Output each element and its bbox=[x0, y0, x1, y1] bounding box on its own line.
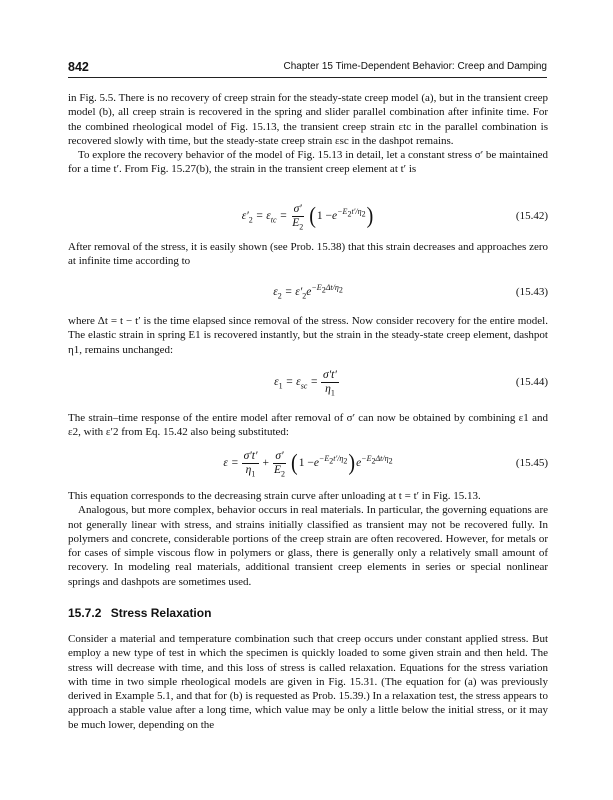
paragraph-1 bbox=[68, 91, 548, 177]
paragraph-4-text: where Δt = t − t′ is the time elapsed since removal of the stress. Now consider recovery for the entire model. The elastic strain in spring E1 is recovered instantly, but the strain in the steady-state creep element, dashpot η1, remains unchanged: bbox=[68, 315, 548, 356]
paragraph-6-text: This equation corresponds to the decreasing strain curve after unloading at t = t′ in Fig. 15.13. bbox=[68, 490, 481, 502]
equation-number: (15.42) bbox=[515, 210, 548, 222]
paragraph-1-text: in Fig. 5.5. There is no recovery of creep strain for the steady-state creep model (a), but in the transient creep model (b), all creep strain is recovered in the spring and slider parallel combination after infinite time. For the combined rheological model of Fig. 15.13, the transient creep strain εtc in the parallel combination is recovered slowly with time, but the steady-state creep strain εsc in the dashpot remains. bbox=[68, 92, 548, 147]
equation-number: (15.43) bbox=[515, 286, 548, 298]
header-rule bbox=[68, 77, 547, 78]
equation-15-42: $\varepsilon'_2 = \varepsilon_{tc}$ = $\frac{\sigma'}{E_2}$ ( 1 − $e^{-E_2t'/\eta_2}$ ) (15.42) bbox=[241, 202, 548, 231]
page-header bbox=[68, 60, 547, 76]
equation-number: (15.45) bbox=[515, 457, 548, 469]
paragraph-3 bbox=[68, 240, 548, 269]
paragraph-5 bbox=[68, 411, 548, 440]
paragraph-2-text: To explore the recovery behavior of the model of Fig. 15.13 in detail, let a constant stress σ′ be maintained for a time t′. From Fig. 15.27(b), the strain in the transient creep element at t′ is bbox=[68, 149, 548, 176]
paragraph-4 bbox=[68, 314, 548, 357]
section-title: Stress Relaxation bbox=[110, 606, 212, 620]
equation-15-43: $\varepsilon_2 = \varepsilon'_2e^{-E_2\Delta t/\eta_2}$ (15.43) bbox=[273, 283, 548, 301]
paragraph-5-text: The strain–time response of the entire model after removal of σ′ can now be obtained by combining ε1 and ε2, with ε′2 from Eq. 15.42 also being substituted: bbox=[68, 412, 548, 439]
paragraph-8-text: Consider a material and temperature combination such that creep occurs under constant applied stress. But employ a new type of test in which the specimen is quickly loaded to some given strain and then held. The stress will decrease with time, and this loss of stress is called relaxation. Equations for the stress variation with time in two simple rheological models are given in Fig. 15.31. (The equation for (a) was previously derived in Example 5.1, and that for (b) is requested as Prob. 15.39.) In a relaxation test, the stress appears to approach a stable value after a long time, which value may be only a little below the initial stress, or it may be much lower, depending on the bbox=[68, 633, 548, 731]
running-head: Chapter 15 Time-Dependent Behavior: Creep and Damping bbox=[283, 61, 547, 72]
paragraph-3-text: After removal of the stress, it is easily shown (see Prob. 15.38) that this strain decreases and approaches zero at infinite time according to bbox=[68, 241, 548, 268]
section-number: 15.7.2 bbox=[68, 606, 102, 620]
page-number: 842 bbox=[68, 60, 89, 74]
equation-15-45: ε = $\frac{\sigma't'}{\eta_1}$ + $\frac{\sigma'}{E_2}$ ( 1 − $e^{-E_2t'/\eta_2}$ ) $e^{-E_2\Delta t/\eta_2}$ (15.45) bbox=[223, 449, 548, 478]
paragraph-8 bbox=[68, 632, 548, 732]
paragraph-7-text: Analogous, but more complex, behavior occurs in real materials. In particular, the governing equations are not generally linear with stress, and strains initially classified as transient may not be recovered fully. In polymers and concrete, considerable portions of the creep strain are often recovered. However, for metals or for cases of simple viscous flow in polymers or glass, there is generally only a relatively small amount of recovery. In modeling real materials, additional transient creep elements in series or special nonlinear springs and dashpots are sometimes used. bbox=[68, 504, 548, 588]
paragraph-6 bbox=[68, 489, 548, 589]
section-heading bbox=[68, 606, 211, 620]
equation-15-44: $\varepsilon_1 = \varepsilon_{sc}$ = $\frac{\sigma't'}{\eta_1}$ (15.44) bbox=[274, 368, 548, 397]
equation-number: (15.44) bbox=[515, 376, 548, 388]
